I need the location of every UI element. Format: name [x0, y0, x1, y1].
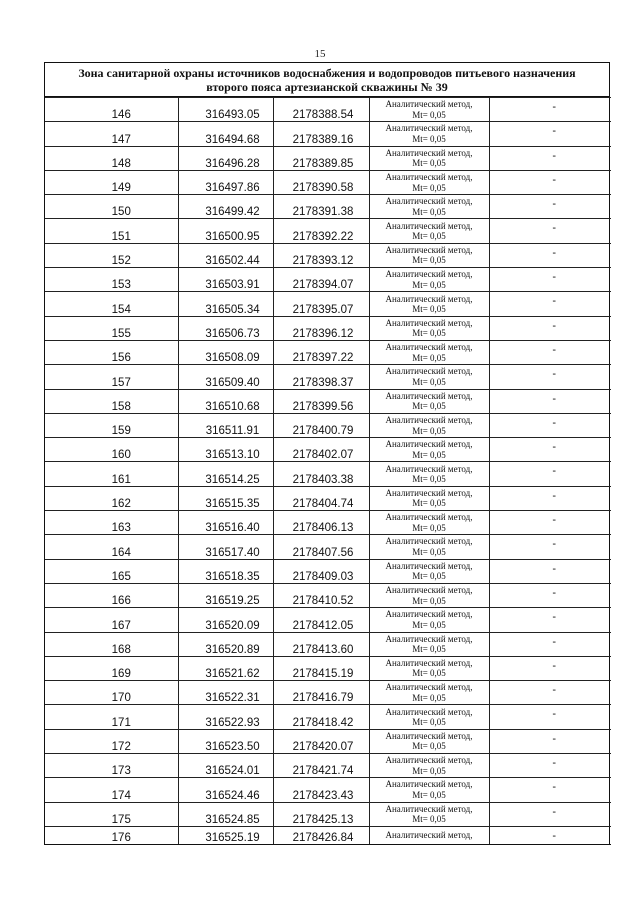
x-coordinate-cell: 316506.73: [178, 316, 273, 340]
table-row: [45, 462, 611, 486]
table-row: [45, 583, 611, 607]
point-number-cell: 158: [45, 389, 178, 413]
method-cell: [369, 389, 489, 413]
method-line-1: Аналитический метод,: [385, 706, 473, 717]
method-cell: [369, 486, 489, 510]
table-row: [45, 486, 611, 510]
table-row: [45, 413, 611, 437]
method-cell: [369, 511, 489, 535]
method-cell: [369, 462, 489, 486]
table-row: [45, 243, 611, 267]
point-number-cell: 176: [45, 826, 178, 844]
y-coordinate-cell: 2178420.07: [273, 729, 369, 753]
method-line-2: Mt= 0,05: [412, 765, 446, 776]
method-line-2: Mt= 0,05: [412, 182, 446, 193]
table-row: [45, 681, 611, 705]
method-line-1: Аналитический метод,: [385, 366, 473, 377]
y-coordinate-cell: 2178404.74: [273, 486, 369, 510]
value-cell: -: [489, 681, 611, 705]
table-row: [45, 438, 611, 462]
method-line-1: Аналитический метод,: [385, 730, 473, 741]
method-line-2: Mt= 0,05: [412, 522, 446, 533]
method-line-2: Mt= 0,05: [412, 255, 446, 266]
method-line-1: Аналитический метод,: [385, 779, 473, 790]
y-coordinate-cell: 2178406.13: [273, 511, 369, 535]
point-number-cell: 171: [45, 705, 178, 729]
x-coordinate-cell: 316516.40: [178, 511, 273, 535]
point-number-cell: 175: [45, 802, 178, 826]
y-coordinate-cell: 2178397.22: [273, 340, 369, 364]
y-coordinate-cell: 2178392.22: [273, 219, 369, 243]
method-cell: [369, 705, 489, 729]
value-cell: -: [489, 292, 611, 316]
method-line-2: Mt= 0,05: [412, 546, 446, 557]
method-cell: [369, 170, 489, 194]
point-number-cell: 166: [45, 583, 178, 607]
method-line-1: Аналитический метод,: [385, 390, 473, 401]
table-row: [45, 98, 611, 122]
point-number-cell: 173: [45, 754, 178, 778]
point-number-cell: 165: [45, 559, 178, 583]
table-row: [45, 340, 611, 364]
value-cell: -: [489, 608, 611, 632]
y-coordinate-cell: 2178423.43: [273, 778, 369, 802]
y-coordinate-cell: 2178395.07: [273, 292, 369, 316]
method-line-2: Mt= 0,05: [412, 231, 446, 242]
x-coordinate-cell: 316518.35: [178, 559, 273, 583]
table-row: [45, 170, 611, 194]
table-row: [45, 705, 611, 729]
x-coordinate-cell: 316525.19: [178, 826, 273, 844]
x-coordinate-cell: 316502.44: [178, 243, 273, 267]
point-number-cell: 161: [45, 462, 178, 486]
table-row: [45, 608, 611, 632]
y-coordinate-cell: 2178421.74: [273, 754, 369, 778]
point-number-cell: 157: [45, 365, 178, 389]
x-coordinate-cell: 316503.91: [178, 268, 273, 292]
method-line-2: Mt= 0,05: [412, 619, 446, 630]
y-coordinate-cell: 2178396.12: [273, 316, 369, 340]
y-coordinate-cell: 2178407.56: [273, 535, 369, 559]
method-cell: [369, 559, 489, 583]
point-number-cell: 148: [45, 146, 178, 170]
x-coordinate-cell: 316499.42: [178, 195, 273, 219]
x-coordinate-cell: 316523.50: [178, 729, 273, 753]
method-line-2: Mt= 0,05: [412, 814, 446, 825]
point-number-cell: 155: [45, 316, 178, 340]
method-line-1: Аналитический метод,: [385, 657, 473, 668]
method-line-2: Mt= 0,05: [412, 376, 446, 387]
method-cell: [369, 340, 489, 364]
method-line-1: Аналитический метод,: [385, 536, 473, 547]
method-line-2: Mt= 0,05: [412, 498, 446, 509]
method-line-1: Аналитический метод,: [385, 244, 473, 255]
coordinates-sheet: [44, 62, 610, 845]
method-line-2: Mt= 0,05: [412, 133, 446, 144]
y-coordinate-cell: 2178426.84: [273, 826, 369, 844]
y-coordinate-cell: 2178402.07: [273, 438, 369, 462]
table-row: [45, 268, 611, 292]
x-coordinate-cell: 316511.91: [178, 413, 273, 437]
x-coordinate-cell: 316510.68: [178, 389, 273, 413]
table-row: [45, 389, 611, 413]
y-coordinate-cell: 2178425.13: [273, 802, 369, 826]
x-coordinate-cell: 316494.68: [178, 122, 273, 146]
method-cell: [369, 268, 489, 292]
method-cell: [369, 681, 489, 705]
point-number-cell: 162: [45, 486, 178, 510]
method-line-2: Mt= 0,05: [412, 644, 446, 655]
coordinates-table: [45, 97, 611, 845]
table-row: [45, 219, 611, 243]
table-row: [45, 511, 611, 535]
method-cell: [369, 802, 489, 826]
method-line-1: Аналитический метод,: [385, 415, 473, 425]
table-row: [45, 122, 611, 146]
method-line-2: Mt= 0,05: [412, 571, 446, 582]
method-line-1: Аналитический метод,: [385, 220, 473, 231]
value-cell: -: [489, 632, 611, 656]
point-number-cell: 146: [45, 98, 178, 122]
y-coordinate-cell: 2178403.38: [273, 462, 369, 486]
method-line-1: Аналитический метод,: [385, 755, 473, 766]
method-line-2: Mt= 0,05: [412, 158, 446, 169]
x-coordinate-cell: 316514.25: [178, 462, 273, 486]
y-coordinate-cell: 2178391.38: [273, 195, 369, 219]
y-coordinate-cell: 2178410.52: [273, 583, 369, 607]
method-line-2: Mt= 0,05: [412, 401, 446, 412]
y-coordinate-cell: 2178390.58: [273, 170, 369, 194]
value-cell: -: [489, 778, 611, 802]
method-line-2: Mt= 0,05: [412, 789, 446, 800]
method-line-2: Mt= 0,05: [412, 206, 446, 217]
method-line-2: Mt= 0,05: [412, 474, 446, 485]
point-number-cell: 147: [45, 122, 178, 146]
value-cell: -: [489, 802, 611, 826]
method-line-1: Аналитический метод,: [385, 633, 473, 644]
value-cell: -: [489, 656, 611, 680]
method-line-1: Аналитический метод,: [385, 99, 473, 110]
method-line-2: Mt= 0,05: [412, 279, 446, 290]
point-number-cell: 172: [45, 729, 178, 753]
method-line-1: Аналитический метод,: [385, 585, 473, 596]
value-cell: -: [489, 340, 611, 364]
point-number-cell: 152: [45, 243, 178, 267]
method-cell: [369, 754, 489, 778]
method-line-2: Mt= 0,05: [412, 352, 446, 363]
method-cell: [369, 632, 489, 656]
value-cell: -: [489, 365, 611, 389]
point-number-cell: 164: [45, 535, 178, 559]
y-coordinate-cell: 2178394.07: [273, 268, 369, 292]
x-coordinate-cell: 316493.05: [178, 98, 273, 122]
value-cell: -: [489, 486, 611, 510]
value-cell: -: [489, 535, 611, 559]
point-number-cell: 167: [45, 608, 178, 632]
method-cell: [369, 656, 489, 680]
y-coordinate-cell: 2178409.03: [273, 559, 369, 583]
y-coordinate-cell: 2178400.79: [273, 413, 369, 437]
y-coordinate-cell: 2178398.37: [273, 365, 369, 389]
method-line-2: Mt= 0,05: [412, 741, 446, 752]
value-cell: -: [489, 462, 611, 486]
method-cell: [369, 219, 489, 243]
method-line-2: Mt= 0,05: [412, 328, 446, 339]
method-line-2: Mt= 0,05: [412, 425, 446, 436]
x-coordinate-cell: 316513.10: [178, 438, 273, 462]
table-row: [45, 146, 611, 170]
method-line-1: Аналитический метод,: [385, 463, 473, 474]
method-line-1: Аналитический метод,: [385, 317, 473, 328]
y-coordinate-cell: 2178413.60: [273, 632, 369, 656]
table-row: [45, 754, 611, 778]
method-cell: [369, 778, 489, 802]
value-cell: -: [489, 826, 611, 844]
table-row: [45, 535, 611, 559]
point-number-cell: 174: [45, 778, 178, 802]
method-line-1: Аналитический метод,: [385, 123, 473, 134]
table-row: [45, 656, 611, 680]
y-coordinate-cell: 2178389.85: [273, 146, 369, 170]
y-coordinate-cell: 2178412.05: [273, 608, 369, 632]
x-coordinate-cell: 316508.09: [178, 340, 273, 364]
point-number-cell: 149: [45, 170, 178, 194]
point-number-cell: 150: [45, 195, 178, 219]
method-cell: [369, 316, 489, 340]
x-coordinate-cell: 316515.35: [178, 486, 273, 510]
table-row: [45, 802, 611, 826]
x-coordinate-cell: 316522.93: [178, 705, 273, 729]
table-row: [45, 729, 611, 753]
table-row: [45, 778, 611, 802]
point-number-cell: 154: [45, 292, 178, 316]
method-line-2: Mt= 0,05: [412, 304, 446, 315]
method-line-1: Аналитический метод,: [385, 293, 473, 304]
value-cell: -: [489, 146, 611, 170]
value-cell: -: [489, 705, 611, 729]
y-coordinate-cell: 2178388.54: [273, 98, 369, 122]
table-row: [45, 559, 611, 583]
coordinates-table-body: [45, 98, 611, 845]
title-line-1: Зона санитарной охраны источников водоснабжения и водопроводов питьевого назначения: [78, 66, 576, 80]
method-cell: [369, 122, 489, 146]
value-cell: -: [489, 316, 611, 340]
y-coordinate-cell: 2178389.16: [273, 122, 369, 146]
method-line-1: Аналитический метод,: [385, 512, 473, 523]
title-line-2: второго пояса артезианской скважины № 39: [206, 80, 448, 94]
point-number-cell: 156: [45, 340, 178, 364]
method-cell: [369, 413, 489, 437]
method-cell: Аналитический метод,: [369, 826, 489, 844]
value-cell: -: [489, 583, 611, 607]
value-cell: -: [489, 438, 611, 462]
method-line-1: Аналитический метод,: [385, 803, 473, 814]
method-line-2: Mt= 0,05: [412, 692, 446, 703]
x-coordinate-cell: 316521.62: [178, 656, 273, 680]
value-cell: -: [489, 754, 611, 778]
method-cell: [369, 583, 489, 607]
x-coordinate-cell: 316520.89: [178, 632, 273, 656]
value-cell: -: [489, 219, 611, 243]
value-cell: -: [489, 413, 611, 437]
method-line-1: Аналитический метод,: [385, 342, 473, 353]
method-line-2: Mt= 0,05: [412, 717, 446, 728]
method-cell: [369, 365, 489, 389]
point-number-cell: 159: [45, 413, 178, 437]
method-line-1: Аналитический метод,: [385, 147, 473, 158]
method-cell: [369, 438, 489, 462]
value-cell: -: [489, 98, 611, 122]
table-row: [45, 292, 611, 316]
y-coordinate-cell: 2178399.56: [273, 389, 369, 413]
point-number-cell: 151: [45, 219, 178, 243]
x-coordinate-cell: 316519.25: [178, 583, 273, 607]
y-coordinate-cell: 2178416.79: [273, 681, 369, 705]
x-coordinate-cell: 316522.31: [178, 681, 273, 705]
point-number-cell: 153: [45, 268, 178, 292]
method-line-1: Аналитический метод,: [385, 269, 473, 280]
value-cell: -: [489, 195, 611, 219]
point-number-cell: 168: [45, 632, 178, 656]
x-coordinate-cell: 316505.34: [178, 292, 273, 316]
point-number-cell: 169: [45, 656, 178, 680]
table-row-last: [45, 826, 611, 844]
page-number: 15: [314, 48, 326, 60]
value-cell: -: [489, 559, 611, 583]
x-coordinate-cell: 316524.46: [178, 778, 273, 802]
method-line-2: Mt= 0,05: [412, 109, 446, 120]
value-cell: -: [489, 170, 611, 194]
x-coordinate-cell: 316517.40: [178, 535, 273, 559]
y-coordinate-cell: 2178393.12: [273, 243, 369, 267]
value-cell: -: [489, 243, 611, 267]
table-row: [45, 365, 611, 389]
method-line-1: Аналитический метод,: [385, 609, 473, 620]
value-cell: -: [489, 268, 611, 292]
x-coordinate-cell: 316524.85: [178, 802, 273, 826]
table-title: [45, 63, 609, 97]
method-line-1: Аналитический метод,: [385, 560, 473, 571]
point-number-cell: 160: [45, 438, 178, 462]
point-number-cell: 170: [45, 681, 178, 705]
method-line-1: Аналитический метод,: [385, 682, 473, 693]
x-coordinate-cell: 316524.01: [178, 754, 273, 778]
table-row: [45, 316, 611, 340]
method-cell: [369, 292, 489, 316]
table-row: [45, 195, 611, 219]
x-coordinate-cell: 316497.86: [178, 170, 273, 194]
x-coordinate-cell: 316520.09: [178, 608, 273, 632]
value-cell: -: [489, 729, 611, 753]
method-line-2: Mt= 0,05: [412, 595, 446, 606]
method-line-1: Аналитический метод,: [385, 487, 473, 498]
method-cell: [369, 195, 489, 219]
y-coordinate-cell: 2178415.19: [273, 656, 369, 680]
value-cell: -: [489, 122, 611, 146]
table-row: [45, 632, 611, 656]
method-line-1: Аналитический метод,: [385, 172, 473, 183]
method-cell: [369, 535, 489, 559]
x-coordinate-cell: 316509.40: [178, 365, 273, 389]
x-coordinate-cell: 316500.95: [178, 219, 273, 243]
y-coordinate-cell: 2178418.42: [273, 705, 369, 729]
method-cell: [369, 243, 489, 267]
method-line-1: Аналитический метод,: [385, 439, 473, 450]
method-line-2: Mt= 0,05: [412, 668, 446, 679]
method-cell: [369, 98, 489, 122]
method-cell: [369, 729, 489, 753]
value-cell: -: [489, 511, 611, 535]
method-cell: [369, 608, 489, 632]
value-cell: -: [489, 389, 611, 413]
method-line-2: Mt= 0,05: [412, 449, 446, 460]
method-cell: [369, 146, 489, 170]
point-number-cell: 163: [45, 511, 178, 535]
x-coordinate-cell: 316496.28: [178, 146, 273, 170]
method-line-1: Аналитический метод,: [385, 196, 473, 207]
